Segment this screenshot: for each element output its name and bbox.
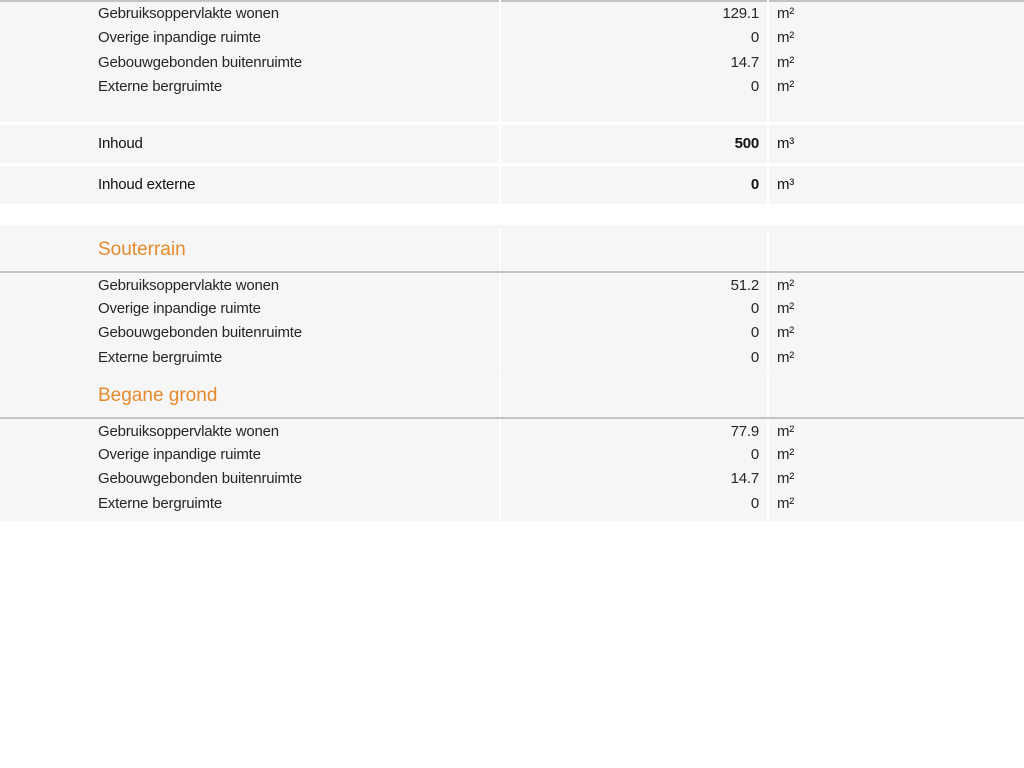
row-unit: m² (777, 54, 795, 71)
row-value: 129.1 (722, 5, 759, 22)
row-label: Inhoud externe (98, 176, 196, 193)
table-row (0, 346, 1024, 370)
row-unit: m² (777, 29, 795, 46)
row-value: 0 (750, 446, 759, 463)
row-label: Gebouwgebonden buitenruimte (98, 324, 302, 341)
row-label: Externe bergruimte (98, 495, 222, 512)
row-label: Overige inpandige ruimte (98, 446, 261, 463)
row-value: 0 (750, 78, 759, 95)
row-value: 500 (734, 135, 759, 152)
row-value: 51.2 (730, 277, 759, 294)
section-begane-grond (0, 373, 1024, 521)
table-row (0, 297, 1024, 321)
row-unit: m² (777, 349, 795, 366)
table-row (0, 2, 1024, 26)
table-row (0, 51, 1024, 75)
row-label: Gebouwgebonden buitenruimte (98, 54, 302, 71)
row-unit: m² (777, 495, 795, 512)
row-value: 0 (750, 349, 759, 366)
section-title: Souterrain (98, 239, 186, 260)
row-label: Inhoud (98, 135, 143, 152)
table-row (0, 467, 1024, 491)
section-divider-line (0, 417, 1024, 419)
row-unit: m² (777, 277, 795, 294)
table-row (0, 321, 1024, 345)
row-unit: m² (777, 446, 795, 463)
row-label: Gebouwgebonden buitenruimte (98, 470, 302, 487)
row-unit: m² (777, 300, 795, 317)
table-row (0, 443, 1024, 467)
row-label: Externe bergruimte (98, 78, 222, 95)
section-title: Begane grond (98, 385, 218, 406)
row-unit: m² (777, 5, 795, 22)
row-label: Overige inpandige ruimte (98, 29, 261, 46)
row-value: 0 (750, 29, 759, 46)
row-label: Overige inpandige ruimte (98, 300, 261, 317)
volume-row-inhoud (0, 132, 1024, 156)
table-row (0, 26, 1024, 50)
row-unit: m² (777, 423, 795, 440)
row-value: 0 (750, 176, 759, 193)
row-value: 0 (750, 495, 759, 512)
row-unit: m² (777, 470, 795, 487)
table-row (0, 492, 1024, 516)
row-unit: m² (777, 78, 795, 95)
row-label: Gebruiksoppervlakte wonen (98, 423, 279, 440)
totals-area-block (0, 0, 1024, 122)
row-label: Externe bergruimte (98, 349, 222, 366)
row-unit: m² (777, 324, 795, 341)
section-divider-line (0, 271, 1024, 273)
row-value: 77.9 (730, 423, 759, 440)
table-row (0, 274, 1024, 298)
row-label: Gebruiksoppervlakte wonen (98, 5, 279, 22)
row-value: 14.7 (730, 470, 759, 487)
inhoud-externe-block (0, 166, 1024, 204)
row-value: 0 (750, 324, 759, 341)
table-row (0, 75, 1024, 99)
table-row (0, 420, 1024, 444)
row-unit: m³ (777, 176, 795, 193)
row-unit: m³ (777, 135, 795, 152)
inhoud-block (0, 125, 1024, 163)
row-value: 0 (750, 300, 759, 317)
volume-row-inhoud-externe (0, 173, 1024, 197)
row-label: Gebruiksoppervlakte wonen (98, 277, 279, 294)
row-value: 14.7 (730, 54, 759, 71)
section-souterrain (0, 225, 1024, 373)
